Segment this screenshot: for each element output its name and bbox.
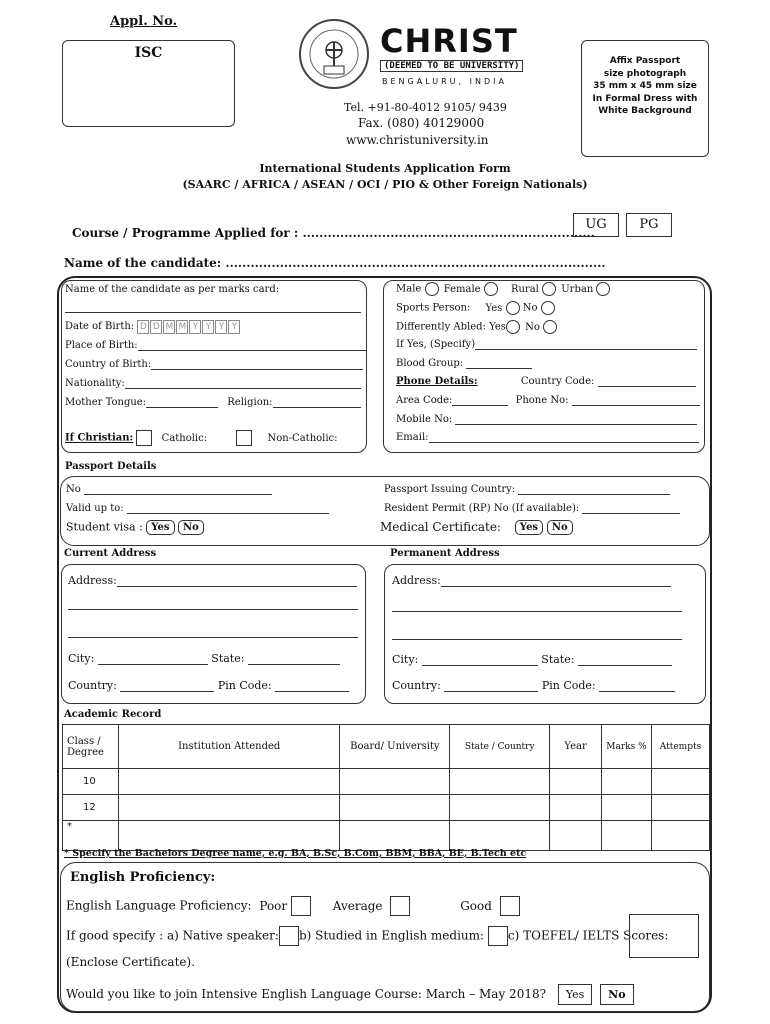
dob-row: Date of Birth: D D M M Y Y Y Y [65,320,241,334]
if-yes-field[interactable] [475,340,697,350]
row-class-12: 12 [63,795,119,821]
pg-option[interactable]: PG [626,213,672,237]
poor-checkbox[interactable] [291,896,311,916]
passport-title: Passport Details [65,461,157,472]
form-title: International Students Application Form [259,162,511,175]
permanent-country-field[interactable] [444,682,538,692]
place-of-birth-field[interactable] [138,341,366,351]
current-address-row: Address: [68,574,357,587]
city-label: BENGALURU, INDIA [382,77,507,86]
female-radio[interactable] [484,282,498,296]
marks-name-label: Name of the candidate as per marks card: [65,284,280,295]
place-of-birth-row: Place of Birth: [65,340,366,351]
appl-no-label: Appl. No. [110,14,178,29]
nationality-row: Nationality: [65,378,361,389]
table-row [63,821,710,851]
nationality-field[interactable] [125,379,361,389]
gender-row: Male Female Rural Urban [396,282,610,296]
permanent-city-row: City: State: [392,653,672,666]
average-checkbox[interactable] [390,896,410,916]
header-board: Board/ University [340,725,450,769]
religion-field[interactable] [273,398,361,408]
header-state: State / Country [450,725,550,769]
dob-box-0[interactable]: D [137,320,149,334]
issuing-country-row: Passport Issuing Country: [384,484,670,495]
current-country-field[interactable] [120,682,214,692]
valid-field[interactable] [127,504,329,514]
rp-field[interactable] [582,504,680,514]
sports-yes-radio[interactable] [506,301,520,315]
current-address-line1[interactable] [117,577,357,587]
country-of-birth-row: Country of Birth: [65,359,363,370]
deemed-label: (DEEMED TO BE UNIVERSITY) [380,60,523,72]
mother-tongue-row: Mother Tongue: Religion: [65,397,361,408]
enclose-certificate: (Enclose Certificate). [66,955,196,969]
permanent-city-field[interactable] [422,656,538,666]
ug-option[interactable]: UG [573,213,619,237]
male-radio[interactable] [425,282,439,296]
mobile-field[interactable] [455,415,697,425]
current-address-title: Current Address [64,548,157,559]
country-of-birth-field[interactable] [151,360,363,370]
email-field[interactable] [429,433,699,443]
table-row [63,795,710,821]
row-class-10: 10 [63,769,119,795]
permanent-country-row: Country: Pin Code: [392,679,675,692]
medical-yes-option[interactable]: Yes [515,520,543,535]
phone-no-field[interactable] [572,396,700,406]
good-checkbox[interactable] [500,896,520,916]
native-speaker-checkbox[interactable] [279,926,299,946]
medical-row: Medical Certificate: Yes No [380,520,573,535]
academic-table [62,724,710,851]
header-marks: Marks % [602,725,652,769]
permanent-address-title: Permanent Address [390,548,500,559]
abled-yes-radio[interactable] [506,320,520,334]
english-specify-row: If good specify : a) Native speaker: b) Studied in English medium: c) TOEFEL/ IELTS Scores: [66,926,668,946]
intensive-no-option[interactable]: No [600,984,633,1005]
dob-box-6[interactable]: Y [215,320,227,334]
if-yes-row: If Yes, (Specify) [396,339,697,350]
appl-no-box[interactable] [62,40,235,127]
marks-name-field[interactable] [65,303,361,313]
english-level-row: English Language Proficiency: Poor Average Good [66,896,520,916]
valid-row: Valid up to: [66,503,329,514]
catholic-checkbox[interactable] [236,430,252,446]
country-code-field[interactable] [598,377,696,387]
current-address-line3[interactable] [68,628,358,638]
intensive-course-row: Would you like to join Intensive English Language Course: March – May 2018? Yes No [66,984,634,1005]
dob-box-2[interactable]: M [163,320,175,334]
fax-label: Fax. (080) 40129000 [358,116,485,130]
mobile-row: Mobile No: [396,414,697,425]
header-attempts: Attempts [651,725,709,769]
passport-no-field[interactable] [84,485,272,495]
dob-box-7[interactable]: Y [228,320,240,334]
isc-label: ISC [134,45,163,61]
dob-box-4[interactable]: Y [189,320,201,334]
differently-abled-row: Differently Abled: Yes No [396,320,557,334]
current-city-row: City: State: [68,652,340,665]
form-subtitle: (SAARC / AFRICA / ASEAN / OCI / PIO & Other Foreign Nationals) [182,178,588,191]
intensive-yes-option[interactable]: Yes [558,984,592,1005]
current-address-line2[interactable] [68,600,358,610]
dob-box-3[interactable]: M [176,320,188,334]
dob-box-1[interactable]: D [150,320,162,334]
current-pin-field[interactable] [275,682,349,692]
christian-row: If Christian: Catholic: Non-Catholic: [65,430,338,446]
phone-details-row: Phone Details: Country Code: [396,376,696,387]
student-visa-row: Student visa : Yes No [66,520,204,535]
sports-row: Sports Person: Yes No [396,301,555,315]
candidate-name-label: Name of the candidate: ........................................................................................... [64,256,606,270]
christian-checkbox[interactable] [136,430,152,446]
blood-group-row: Blood Group: [396,358,532,369]
toefl-score-box[interactable] [629,914,699,958]
visa-no-option[interactable]: No [178,520,204,535]
permanent-state-field[interactable] [578,656,672,666]
academic-header-row [63,725,710,769]
row-class-degree: * [63,821,119,851]
academic-title: Academic Record [64,709,162,720]
blood-group-field[interactable] [466,359,532,369]
passport-no-row: No [66,484,272,495]
english-title: English Proficiency: [70,870,216,885]
photo-box[interactable]: Affix Passport size photograph 35 mm x 45 mm size In Formal Dress with White Background [581,40,709,157]
permanent-address-line2[interactable] [392,602,682,612]
dob-field[interactable] [137,321,241,332]
current-city-field[interactable] [98,655,208,665]
area-code-field[interactable] [452,396,508,406]
header-class: Class / Degree [63,725,119,769]
urban-radio[interactable] [596,282,610,296]
permanent-address-line3[interactable] [392,630,682,640]
current-state-field[interactable] [248,655,340,665]
email-row: Email: [396,432,699,443]
english-medium-checkbox[interactable] [488,926,508,946]
header-institution: Institution Attended [118,725,339,769]
tel-label: Tel. +91-80-4012 9105/ 9439 [344,101,507,114]
website-label: www.christuniversity.in [346,133,489,147]
sports-no-radio[interactable] [541,301,555,315]
rp-row: Resident Permit (RP) No (If available): [384,503,680,514]
course-label: Course / Programme Applied for : ...................................................................... [72,226,595,240]
rural-radio[interactable] [542,282,556,296]
mother-tongue-field[interactable] [146,398,218,408]
permanent-address-line1[interactable] [441,577,671,587]
medical-no-option[interactable]: No [547,520,573,535]
degree-note: * Specify the Bachelors Degree name, e.g. BA, B.Sc, B.Com, BBM, BBA, BE, B.Tech etc [64,848,527,859]
current-country-row: Country: Pin Code: [68,679,349,692]
permanent-address-row: Address: [392,574,671,587]
issuing-country-field[interactable] [518,485,670,495]
university-logo [296,16,372,95]
table-row [63,769,710,795]
visa-yes-option[interactable]: Yes [146,520,174,535]
area-code-row: Area Code: Phone No: [396,395,700,406]
abled-no-radio[interactable] [543,320,557,334]
dob-box-5[interactable]: Y [202,320,214,334]
university-name: CHRIST [380,22,518,60]
header-year: Year [550,725,602,769]
permanent-pin-field[interactable] [599,682,675,692]
